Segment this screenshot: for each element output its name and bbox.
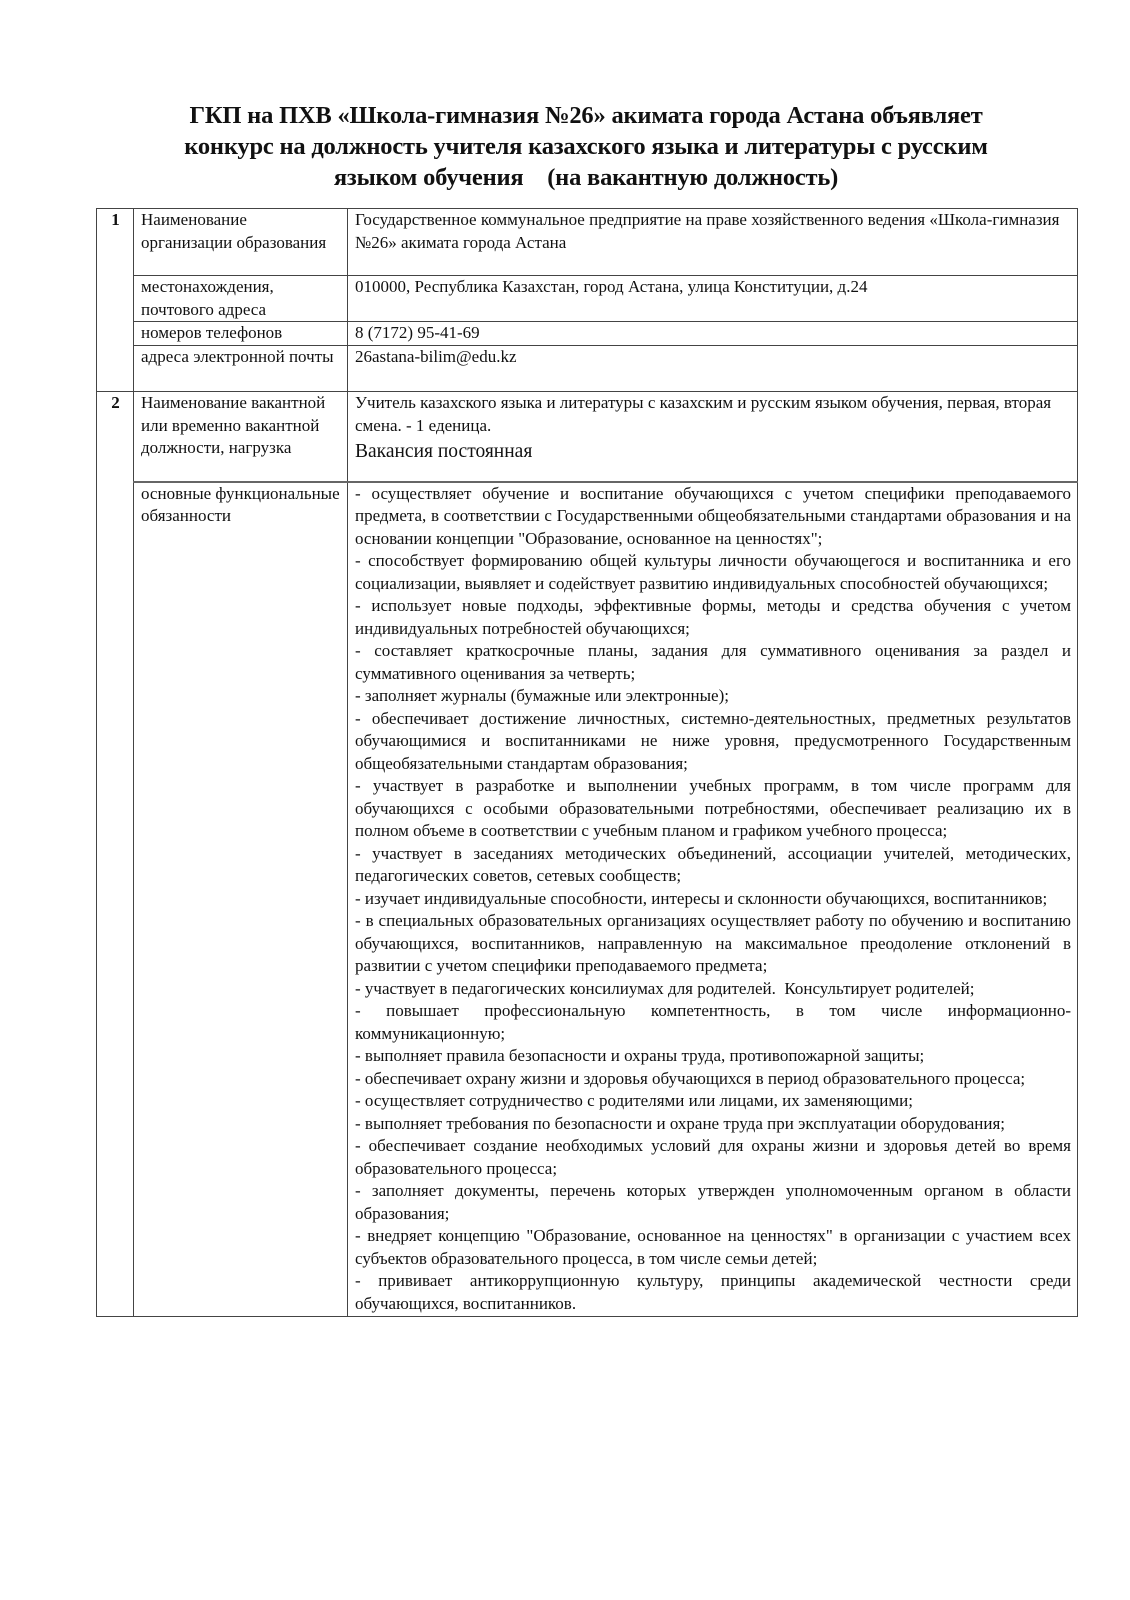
table-row-organization-name: [97, 209, 1078, 276]
title-line: конкурс на должность учителя казахского языка и литературы с русским: [184, 133, 988, 160]
row-label: основные функциональные обязанности: [134, 482, 348, 1317]
duty-item: - внедряет концепцию "Образование, основанное на ценностях" в организации с участием всех субъектов образовательного процесса, в том числе семьи детей;: [355, 1226, 1071, 1268]
duty-item: - обеспечивает достижение личностных, системно-деятельностных, предметных результатов обучающимися и воспитанниками не ниже уровня, предусмотренного Государственным общеобязательными стандартам образования;: [355, 708, 1071, 773]
vacancy-status: Вакансия постоянная: [355, 441, 533, 462]
duty-item: - изучает индивидуальные способности, интересы и склонности обучающихся, воспитанников;: [355, 888, 1048, 908]
table-row-address: [97, 276, 1078, 322]
table-row-vacancy: [97, 392, 1078, 482]
duty-item: - выполняет требования по безопасности и охране труда при эксплуатации оборудования;: [355, 1113, 1006, 1133]
row-value: 010000, Республика Казахстан, город Астана, улица Конституции, д.24: [348, 276, 1078, 322]
table-row-duties: [97, 482, 1078, 1317]
row-label: адреса электронной почты: [134, 346, 348, 392]
duty-item: - участвует в педагогических консилиумах для родителей. Консультирует родителей;: [355, 978, 975, 998]
duty-item: - использует новые подходы, эффективные формы, методы и средства обучения с учетом индивидуальных потребностей обучающихся;: [355, 596, 1071, 638]
duty-item: - участвует в заседаниях методических объединений, ассоциации учителей, методических, педагогических советов, сетевых сообществ;: [355, 843, 1071, 885]
email-link[interactable]: 26astana-bilim@edu.kz: [348, 346, 1078, 392]
duty-item: - прививает антикоррупционную культуру, принципы академической честности среди обучающихся, воспитанников.: [355, 1271, 1071, 1313]
duty-item: - осуществляет сотрудничество с родителями или лицами, их заменяющими;: [355, 1091, 913, 1110]
row-label: Наименование вакантной или временно вакантной должности, нагрузка: [134, 392, 348, 482]
duties-list: [348, 482, 1078, 1317]
vacancy-description: Учитель казахского языка и литературы с казахским и русским языком обучения, первая, вторая смена. - 1 еденица.: [355, 393, 1052, 435]
duty-item: - заполняет документы, перечень которых утвержден уполномоченным органом в области образования;: [355, 1181, 1071, 1223]
section-number: 1: [97, 209, 134, 392]
duty-item: - способствует формированию общей культуры личности обучающегося и воспитанника и его социализации, выявляет и содействует развитию индивидуальных способностей обучающихся;: [355, 551, 1071, 593]
row-value: Государственное коммунальное предприятие на праве хозяйственного ведения «Школа-гимназия №26» акимата города Астана: [348, 209, 1078, 276]
row-label: номеров телефонов: [134, 322, 348, 346]
title-line: ГКП на ПХВ «Школа-гимназия №26» акимата города Астана объявляет: [189, 102, 983, 129]
duty-item: - обеспечивает создание необходимых условий для охраны жизни и здоровья детей во время образовательного процесса;: [355, 1136, 1071, 1178]
duty-item: - в специальных образовательных организациях осуществляет работу по обучению и воспитанию обучающихся, воспитанников, направленную на максимальное преодоление отклонений в развитии с учетом специфики преподаваемого предмета;: [355, 911, 1071, 975]
row-value: [348, 392, 1078, 482]
table-row-phone: [97, 322, 1078, 346]
duty-item: - повышает профессиональную компетентность, в том числе информационно-коммуникационную;: [355, 1001, 1071, 1043]
duty-item: - выполняет правила безопасности и охраны труда, противопожарной защиты;: [355, 1046, 925, 1065]
duty-item: - составляет краткосрочные планы, задания для суммативного оценивания за раздел и суммативного оценивания за четверть;: [355, 641, 1071, 683]
duty-item: - заполняет журналы (бумажные или электронные);: [355, 686, 729, 705]
section-number: 2: [97, 392, 134, 1317]
row-value: 8 (7172) 95-41-69: [348, 322, 1078, 346]
row-label: Наименование организации образования: [134, 209, 348, 276]
title-line: языком обучения (на вакантную должность): [333, 164, 839, 191]
table-row-email: [97, 346, 1078, 392]
duty-item: - участвует в разработке и выполнении учебных программ, в том числе программ для обучающихся с особыми образовательными потребностями, обеспечивает реализацию их в полном объеме в соответствии с учебным планом и графиком учебного процесса;: [355, 776, 1071, 840]
row-label: местонахождения, почтового адреса: [134, 276, 348, 322]
document-title: [96, 100, 1076, 193]
vacancy-table: [96, 208, 1078, 1317]
duty-item: - обеспечивает охрану жизни и здоровья обучающихся в период образовательного процесса;: [355, 1068, 1026, 1088]
duty-item: - осуществляет обучение и воспитание обучающихся с учетом специфики преподаваемого предмета, в соответствии с Государственными общеобязательными стандартами образования и на основании концепции "Образование, основанное на ценностях";: [355, 483, 1071, 548]
